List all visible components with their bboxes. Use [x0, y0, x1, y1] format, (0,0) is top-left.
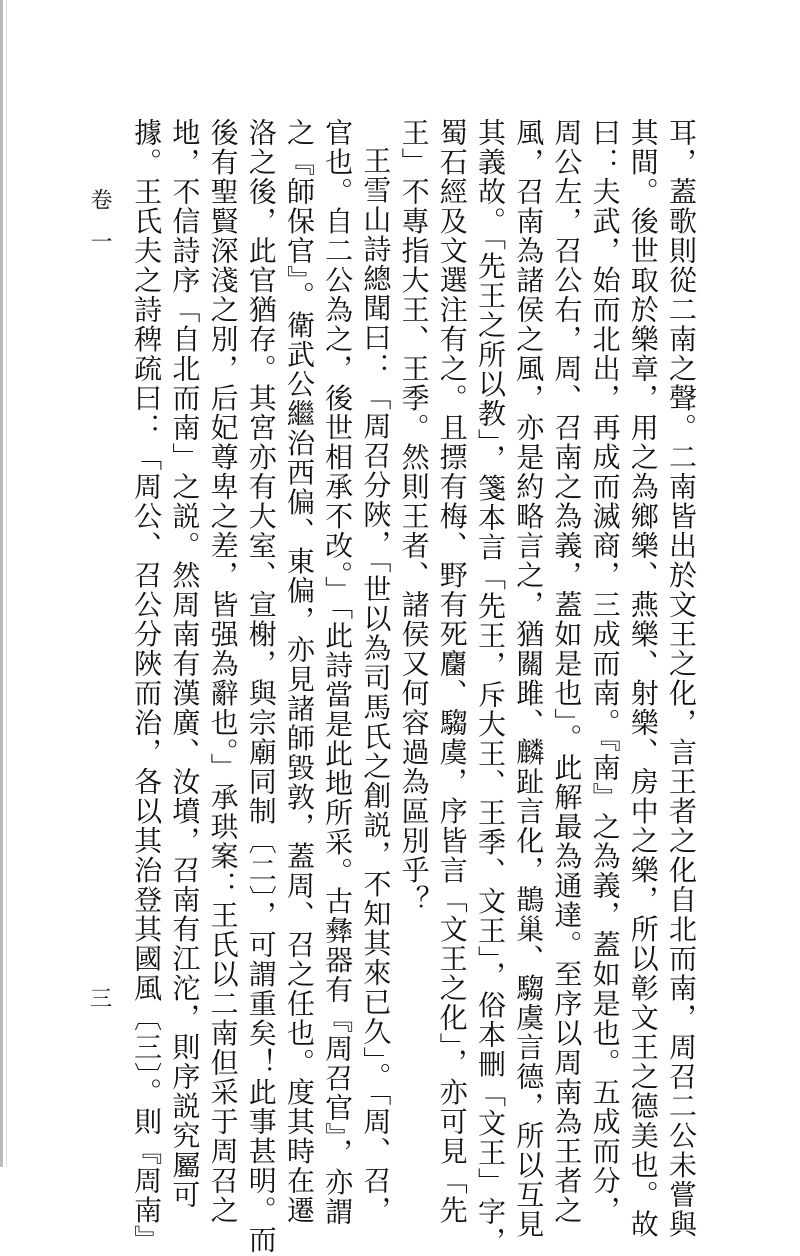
text-line-1: 耳，蓋歌則從二南之聲。二南皆出於文王之化，言王者之化自北而南，周召二公未嘗與	[665, 118, 698, 1239]
text-line-12: 洛之後，此官猶存。其宮亦有大室、宣榭，與宗廟同制〔二〕，可謂重矣！此事甚明。而	[244, 118, 278, 1255]
text-line-4: 周公左，召公右，周、召南之為義，蓋如是也」。此解最為通達。至序以周南為王者之	[550, 118, 584, 1225]
text-line-3: 曰：夫武，始而北出，再成而滅商，三成而南。『南』之為義，蓋如是也。五成而分，	[588, 118, 622, 1225]
text-line-5: 風，召南為諸侯之風，亦是約略言之，猶關雎、麟趾言化，鵲巢、騶虞言德，所以互見	[512, 118, 546, 1239]
text-line-10: 官也。自二公為之，後世相承不改。」「此詩當是此地所采。古彝器有『周召官』，亦謂	[321, 118, 355, 1227]
page-edge-inner	[6, 0, 7, 1167]
text-line-15: 據。王氏夫之詩稗疏曰：「周公、召公分陜而治，各以其治登其國風〔三〕。則『周南』	[130, 118, 164, 1255]
text-line-9: 王雪山詩總聞曰：「周召分陜，「世以為司馬氏之創説，不知其來已久」。「周、召，	[359, 146, 393, 1225]
main-text	[127, 118, 700, 1256]
page-number: 三	[90, 987, 113, 1012]
text-line-13: 後有聖賢深淺之別，后妃尊卑之差，皆强為辭也。」承珙案：王氏以二南但采于周召之	[206, 118, 240, 1225]
page-edge	[0, 0, 3, 1167]
text-line-2: 其間。後世取於樂章，用之為鄉樂、燕樂、射樂、房中之樂，所以彰文王之德美也。故	[626, 118, 660, 1239]
text-line-7: 蜀石經及文選注有之。且摽有梅、野有死麕、騶虞，序皆言「文王之化」，亦可見「先	[435, 118, 469, 1225]
text-line-6: 其義故。「先王之所以教」，箋本言「先王，斥大王、王季、文王」，俗本刪「文王」字，	[473, 118, 507, 1256]
text-line-8: 王」不專指大王、王季。然則王者、諸侯又何容過為區別乎？	[397, 118, 431, 915]
text-line-11: 之『師保官』。衛武公繼治西偏、東偏，亦見諸師毀敦，蓋周、召之任也。度其時在遷	[282, 118, 316, 1225]
chapter-label: 卷一	[87, 188, 112, 272]
text-line-14: 地，不信詩序「自北而南」之説。然周南有漢廣、汝墳，召南有江沱，則序説究屬可	[168, 118, 202, 1210]
